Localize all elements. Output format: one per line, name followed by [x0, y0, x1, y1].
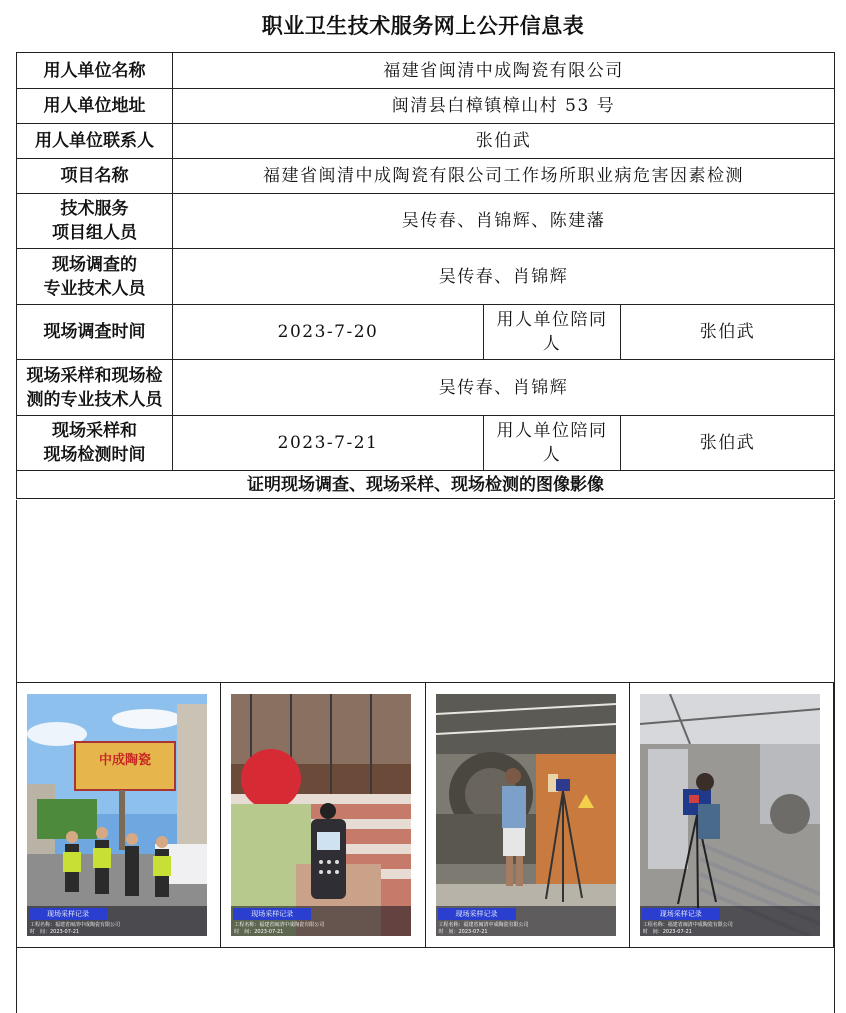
sampling-time-label	[17, 416, 173, 471]
photo-1-time: 时 间：2023-07-21	[30, 929, 80, 935]
photo-4-project: 工程名称：福建省闽清中成陶瓷有限公司	[642, 922, 733, 928]
survey-accompany-label: 用人单位陪同人	[484, 305, 621, 360]
project-name-label: 项目名称	[17, 159, 173, 194]
photo-tripod-sampler	[436, 694, 616, 936]
sign-text: 中成陶瓷	[99, 753, 152, 768]
photo-1-project: 工程名称：福建省闽清中成陶瓷有限公司	[30, 922, 121, 928]
survey-staff-label-line-2: 专业技术人员	[43, 278, 146, 299]
team-label-line-1: 技术服务	[60, 199, 129, 219]
survey-date: 2023-7-20	[173, 305, 484, 360]
photo-workshop-sampler	[640, 694, 820, 936]
photo-sound-meter	[231, 694, 411, 936]
unit-address-value: 闽清县白樟镇樟山村 53 号	[173, 89, 835, 124]
photo-3-project: 工程名称：福建省闽清中成陶瓷有限公司	[438, 922, 529, 928]
survey-accompany-value: 张伯武	[621, 305, 835, 360]
photo-1-tag: 现场采样记录	[29, 908, 107, 920]
photo-2-tag: 现场采样记录	[233, 908, 311, 920]
photo-2-project: 工程名称：福建省闽清中成陶瓷有限公司	[234, 922, 325, 928]
team-label-line-2: 项目组人员	[52, 223, 137, 243]
survey-staff-label	[17, 249, 173, 305]
photo-3-tag: 现场采样记录	[438, 908, 516, 920]
photos-header: 证明现场调查、现场采样、现场检测的图像影像	[17, 471, 835, 499]
sampling-time-label-line-2: 现场检测时间	[43, 445, 146, 465]
photo-4-tag: 现场采样记录	[642, 908, 720, 920]
sampling-staff-value: 吴传春、肖锦辉	[173, 360, 835, 416]
survey-staff-value: 吴传春、肖锦辉	[173, 249, 835, 305]
photo-cell-4	[630, 683, 833, 947]
photo-team-at-sign	[27, 694, 207, 936]
team-label	[17, 194, 173, 249]
team-value: 吴传春、肖锦辉、陈建藩	[173, 194, 835, 249]
photo-4-time: 时 间：2023-07-21	[642, 929, 692, 935]
sampling-accompany-label: 用人单位陪同人	[484, 416, 621, 471]
unit-name-value: 福建省闽清中成陶瓷有限公司	[173, 53, 835, 89]
photo-cell-2	[221, 683, 425, 947]
photo-cell-1	[17, 683, 221, 947]
photo-4-caption	[640, 906, 820, 936]
survey-staff-label-line-1: 现场调查的	[52, 254, 137, 275]
page-title: 职业卫生技术服务网上公开信息表	[261, 14, 585, 38]
project-name-value: 福建省闽清中成陶瓷有限公司工作场所职业病危害因素检测	[173, 159, 835, 194]
photo-2-caption	[231, 906, 411, 936]
sampling-accompany-value: 张伯武	[621, 416, 835, 471]
sampling-date: 2023-7-21	[173, 416, 484, 471]
photo-3-time: 时 间：2023-07-21	[438, 929, 488, 935]
sampling-time-label-line-1: 现场采样和	[52, 421, 137, 441]
photo-row	[16, 682, 834, 948]
unit-address-label: 用人单位地址	[17, 89, 173, 124]
sampling-staff-label-line-2: 测的专业技术人员	[26, 389, 163, 410]
photo-2-time: 时 间：2023-07-21	[234, 929, 284, 935]
contact-label: 用人单位联系人	[17, 124, 173, 159]
contact-value: 张伯武	[173, 124, 835, 159]
photo-1-caption	[27, 906, 207, 936]
unit-name-label: 用人单位名称	[17, 53, 173, 89]
photo-cell-3	[426, 683, 630, 947]
info-table	[16, 52, 835, 499]
photo-3-caption	[436, 906, 616, 936]
sampling-staff-label-line-1: 现场采样和现场检	[26, 365, 163, 386]
survey-time-label: 现场调查时间	[17, 305, 173, 360]
sampling-staff-label	[17, 360, 173, 416]
